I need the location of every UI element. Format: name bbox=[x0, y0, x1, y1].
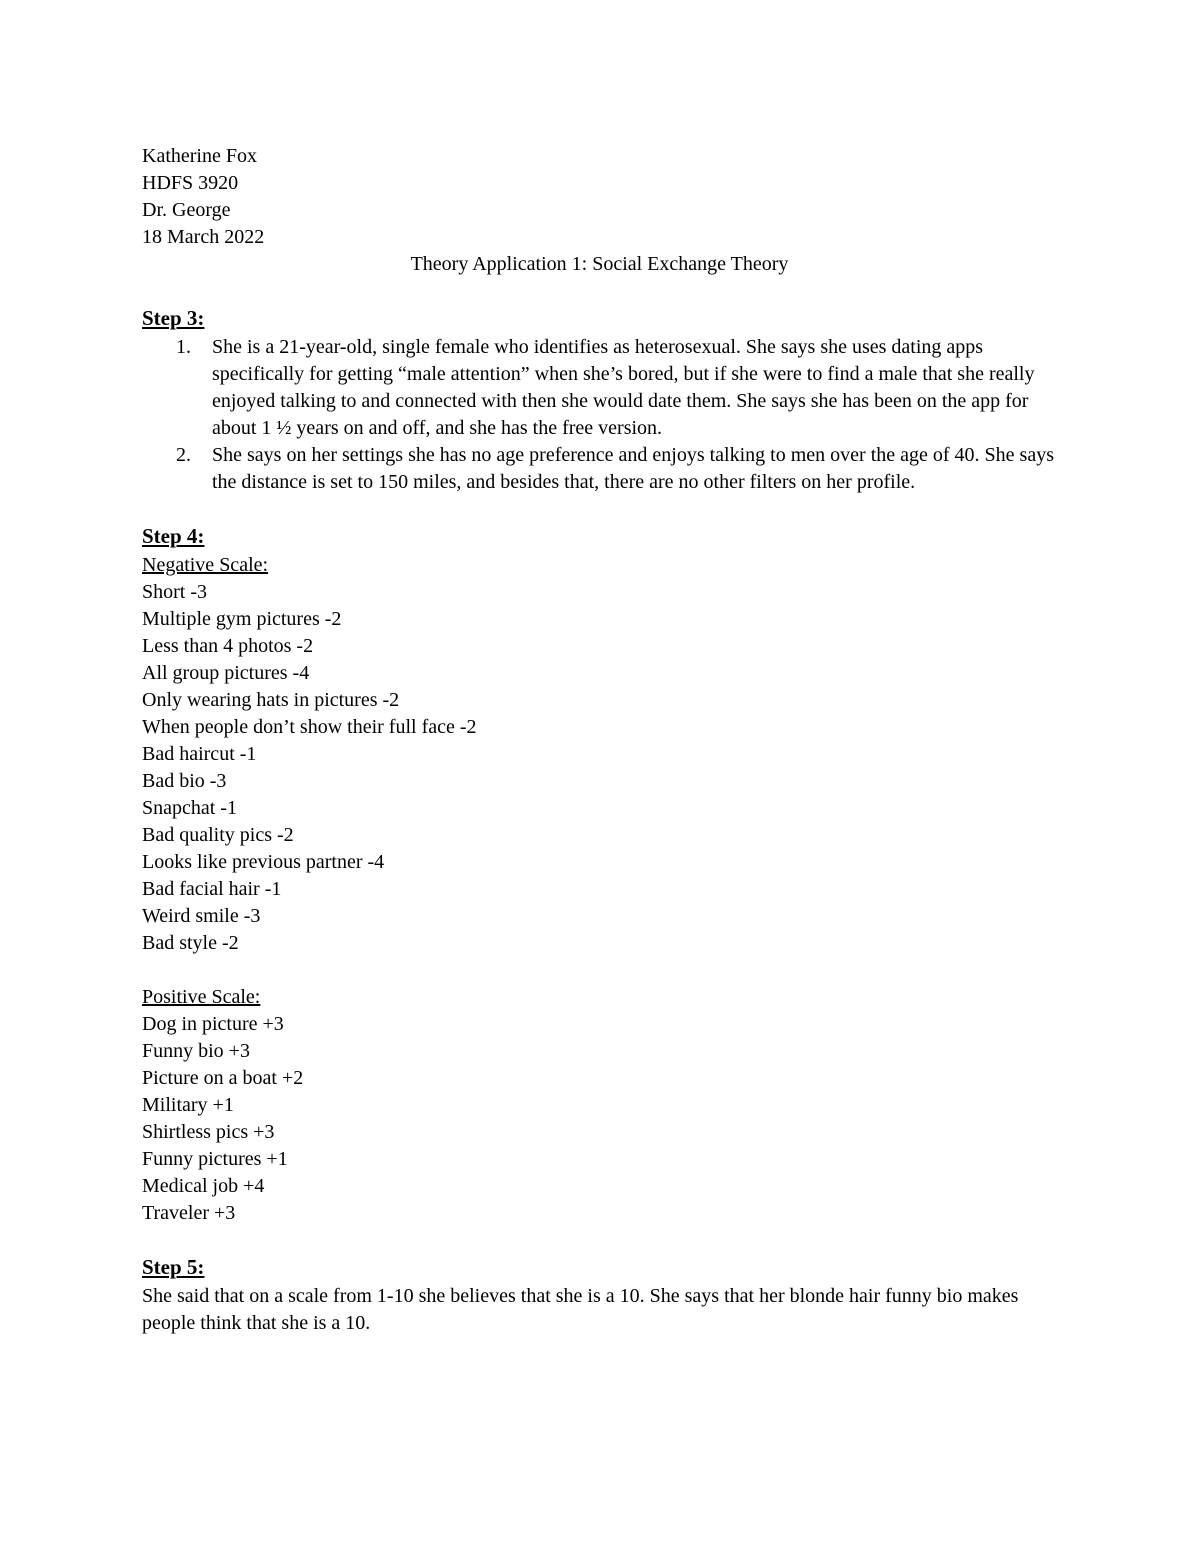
list-item: Multiple gym pictures -2 bbox=[142, 608, 342, 630]
list-item: Funny bio +3 bbox=[142, 1040, 250, 1062]
spacer bbox=[142, 957, 1062, 984]
document-body bbox=[142, 143, 1062, 1337]
positive-scale-list bbox=[142, 1011, 1062, 1227]
list-item-text: She says on her settings she has no age preference and enjoys talking to men over the age of 40. She says the distance is set to 150 miles, and besides that, there are no other filters on her profile. bbox=[212, 444, 1054, 493]
list-number: 1. bbox=[176, 336, 191, 358]
course-code: HDFS 3920 bbox=[142, 172, 239, 194]
list-item: Looks like previous partner -4 bbox=[142, 851, 385, 873]
list-item: Bad haircut -1 bbox=[142, 743, 257, 765]
document-title: Theory Application 1: Social Exchange Theory bbox=[410, 253, 789, 275]
step3-heading: Step 3: bbox=[142, 306, 205, 330]
list-item: Shirtless pics +3 bbox=[142, 1121, 275, 1143]
list-item-text: She is a 21-year-old, single female who identifies as heterosexual. She says she uses dating apps specifically for getting “male attention” when she’s bored, but if she were to find a male that she really enjoyed talking to and connected with then she would date them. She says she has been on the app for about 1 ½ years on and off, and she has the free version. bbox=[212, 336, 1035, 439]
list-item: Bad bio -3 bbox=[142, 770, 227, 792]
list-item: Funny pictures +1 bbox=[142, 1148, 288, 1170]
positive-scale-heading: Positive Scale: bbox=[142, 986, 261, 1008]
list-number: 2. bbox=[176, 444, 191, 466]
list-item: Bad quality pics -2 bbox=[142, 824, 294, 846]
step3-item-2 bbox=[142, 442, 1057, 496]
spacer bbox=[142, 278, 1062, 305]
list-item: Short -3 bbox=[142, 581, 207, 603]
spacer bbox=[142, 1227, 1062, 1254]
step4-heading: Step 4: bbox=[142, 524, 205, 548]
document-date: 18 March 2022 bbox=[142, 226, 265, 248]
list-item: Military +1 bbox=[142, 1094, 234, 1116]
list-item: Snapchat -1 bbox=[142, 797, 237, 819]
list-item: Traveler +3 bbox=[142, 1202, 236, 1224]
step3-list bbox=[142, 334, 1062, 496]
list-item: Medical job +4 bbox=[142, 1175, 265, 1197]
list-item: Less than 4 photos -2 bbox=[142, 635, 314, 657]
list-item: When people don’t show their full face -2 bbox=[142, 716, 477, 738]
author-name: Katherine Fox bbox=[142, 145, 257, 167]
step5-heading: Step 5: bbox=[142, 1255, 205, 1279]
instructor-name: Dr. George bbox=[142, 199, 231, 221]
list-item: Weird smile -3 bbox=[142, 905, 261, 927]
step5-paragraph: She said that on a scale from 1-10 she believes that she is a 10. She says that her blonde hair funny bio makes people think that she is a 10. bbox=[142, 1285, 1019, 1334]
spacer bbox=[142, 496, 1062, 523]
negative-scale-heading: Negative Scale: bbox=[142, 554, 269, 576]
step3-item-1 bbox=[142, 334, 1057, 442]
list-item: All group pictures -4 bbox=[142, 662, 310, 684]
list-item: Only wearing hats in pictures -2 bbox=[142, 689, 400, 711]
negative-scale-list bbox=[142, 579, 1062, 957]
list-item: Picture on a boat +2 bbox=[142, 1067, 304, 1089]
list-item: Dog in picture +3 bbox=[142, 1013, 284, 1035]
list-item: Bad style -2 bbox=[142, 932, 239, 954]
list-item: Bad facial hair -1 bbox=[142, 878, 282, 900]
